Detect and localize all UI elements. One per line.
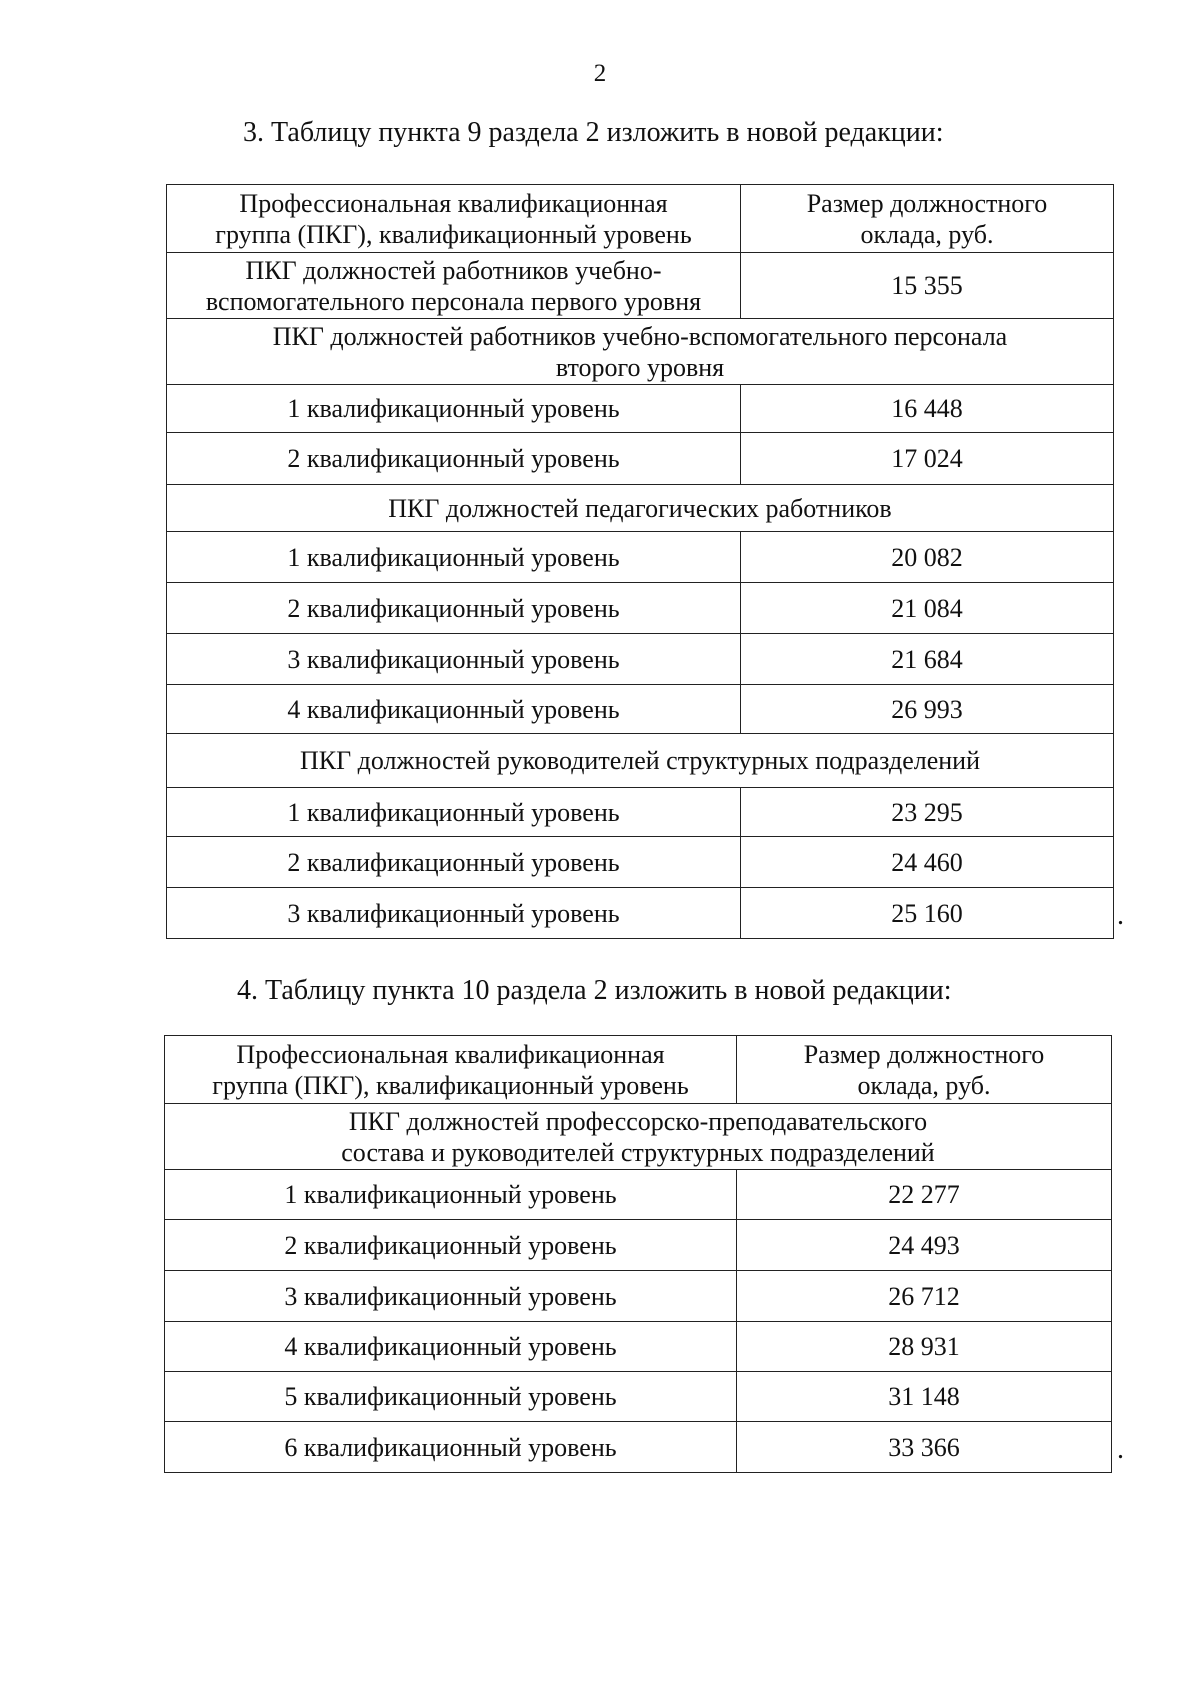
section-4-heading: 4. Таблицу пункта 10 раздела 2 изложить в новой редакции: — [237, 975, 952, 1006]
header-salary-line-1: Размер должностного — [806, 188, 1048, 218]
section-3-heading: 3. Таблицу пункта 9 раздела 2 изложить в новой редакции: — [243, 117, 944, 148]
row-label-cell: 1 квалификационный уровень — [167, 385, 741, 433]
row-label-cell: 3 квалификационный уровень — [167, 888, 741, 939]
table-row — [167, 583, 1114, 634]
trailing-period: . — [1117, 900, 1124, 931]
group-title-cell — [165, 1104, 1112, 1170]
group-title-cell — [167, 319, 1114, 385]
table-row — [165, 1372, 1112, 1422]
table-row — [167, 685, 1114, 734]
row-label-line-2: вспомогательного персонала первого уровня — [205, 286, 702, 316]
table-header-row — [165, 1036, 1112, 1104]
row-value-cell: 26 993 — [741, 685, 1114, 734]
table-section-4 — [164, 1035, 1112, 1473]
row-label-cell: 1 квалификационный уровень — [165, 1170, 737, 1220]
row-label-cell: 4 квалификационный уровень — [167, 685, 741, 734]
row-value-cell: 31 148 — [737, 1372, 1112, 1422]
group-title-row — [165, 1104, 1112, 1170]
table-row — [167, 634, 1114, 685]
row-label-cell: 1 квалификационный уровень — [167, 532, 741, 583]
header-salary-line-2: оклада, руб. — [860, 219, 994, 249]
header-group-line-1: Профессиональная квалификационная — [239, 188, 668, 218]
table-row — [167, 532, 1114, 583]
row-value-cell: 16 448 — [741, 385, 1114, 433]
header-salary-line-1: Размер должностного — [803, 1039, 1045, 1069]
row-label-cell: 2 квалификационный уровень — [167, 583, 741, 634]
header-group-line-1: Профессиональная квалификационная — [236, 1039, 665, 1069]
table-row — [167, 788, 1114, 837]
header-cell-group — [165, 1036, 737, 1104]
table-row — [167, 433, 1114, 485]
table-header-row — [167, 185, 1114, 253]
row-label-line-1: ПКГ должностей работников учебно- — [245, 255, 662, 285]
table-row — [167, 888, 1114, 939]
row-label-cell — [167, 253, 741, 319]
group-title-row — [167, 485, 1114, 532]
row-value-cell: 26 712 — [737, 1271, 1112, 1322]
row-label-cell: 1 квалификационный уровень — [167, 788, 741, 837]
page-number: 2 — [593, 60, 607, 87]
table-row — [165, 1220, 1112, 1271]
table-row — [167, 837, 1114, 888]
table-row — [165, 1271, 1112, 1322]
header-cell-salary — [737, 1036, 1112, 1104]
header-group-line-2: группа (ПКГ), квалификационный уровень — [215, 219, 692, 249]
row-label-cell: 3 квалификационный уровень — [165, 1271, 737, 1322]
header-cell-salary — [741, 185, 1114, 253]
header-cell-group — [167, 185, 741, 253]
row-value-cell: 24 493 — [737, 1220, 1112, 1271]
group-title-row — [167, 319, 1114, 385]
row-label-cell: 2 квалификационный уровень — [165, 1220, 737, 1271]
row-label-cell: 2 квалификационный уровень — [167, 433, 741, 485]
row-label-cell: 6 квалификационный уровень — [165, 1422, 737, 1473]
row-value-cell: 21 684 — [741, 634, 1114, 685]
table-row — [167, 253, 1114, 319]
header-salary-line-2: оклада, руб. — [857, 1070, 991, 1100]
row-value-cell: 33 366 — [737, 1422, 1112, 1473]
row-value-cell: 21 084 — [741, 583, 1114, 634]
group-title-row — [167, 734, 1114, 788]
row-value-cell: 24 460 — [741, 837, 1114, 888]
group-title-line-2: состава и руководителей структурных подразделений — [341, 1137, 935, 1167]
table-section-3 — [166, 184, 1114, 939]
table-row — [165, 1422, 1112, 1473]
row-value-cell: 22 277 — [737, 1170, 1112, 1220]
row-value-cell: 23 295 — [741, 788, 1114, 837]
row-value-cell: 25 160 — [741, 888, 1114, 939]
row-label-cell: 3 квалификационный уровень — [167, 634, 741, 685]
group-title-cell: ПКГ должностей руководителей структурных подразделений — [167, 734, 1114, 788]
trailing-period: . — [1117, 1434, 1124, 1465]
row-label-cell: 5 квалификационный уровень — [165, 1372, 737, 1422]
group-title-line-1: ПКГ должностей работников учебно-вспомогательного персонала — [272, 321, 1008, 351]
row-value-cell: 15 355 — [741, 253, 1114, 319]
row-label-cell: 2 квалификационный уровень — [167, 837, 741, 888]
group-title-line-1: ПКГ должностей профессорско-преподавательского — [348, 1106, 928, 1136]
header-group-line-2: группа (ПКГ), квалификационный уровень — [212, 1070, 689, 1100]
table-row — [165, 1322, 1112, 1372]
group-title-cell: ПКГ должностей педагогических работников — [167, 485, 1114, 532]
row-value-cell: 17 024 — [741, 433, 1114, 485]
row-value-cell: 28 931 — [737, 1322, 1112, 1372]
row-label-cell: 4 квалификационный уровень — [165, 1322, 737, 1372]
row-value-cell: 20 082 — [741, 532, 1114, 583]
table-row — [165, 1170, 1112, 1220]
table-row — [167, 385, 1114, 433]
group-title-line-2: второго уровня — [555, 352, 725, 382]
